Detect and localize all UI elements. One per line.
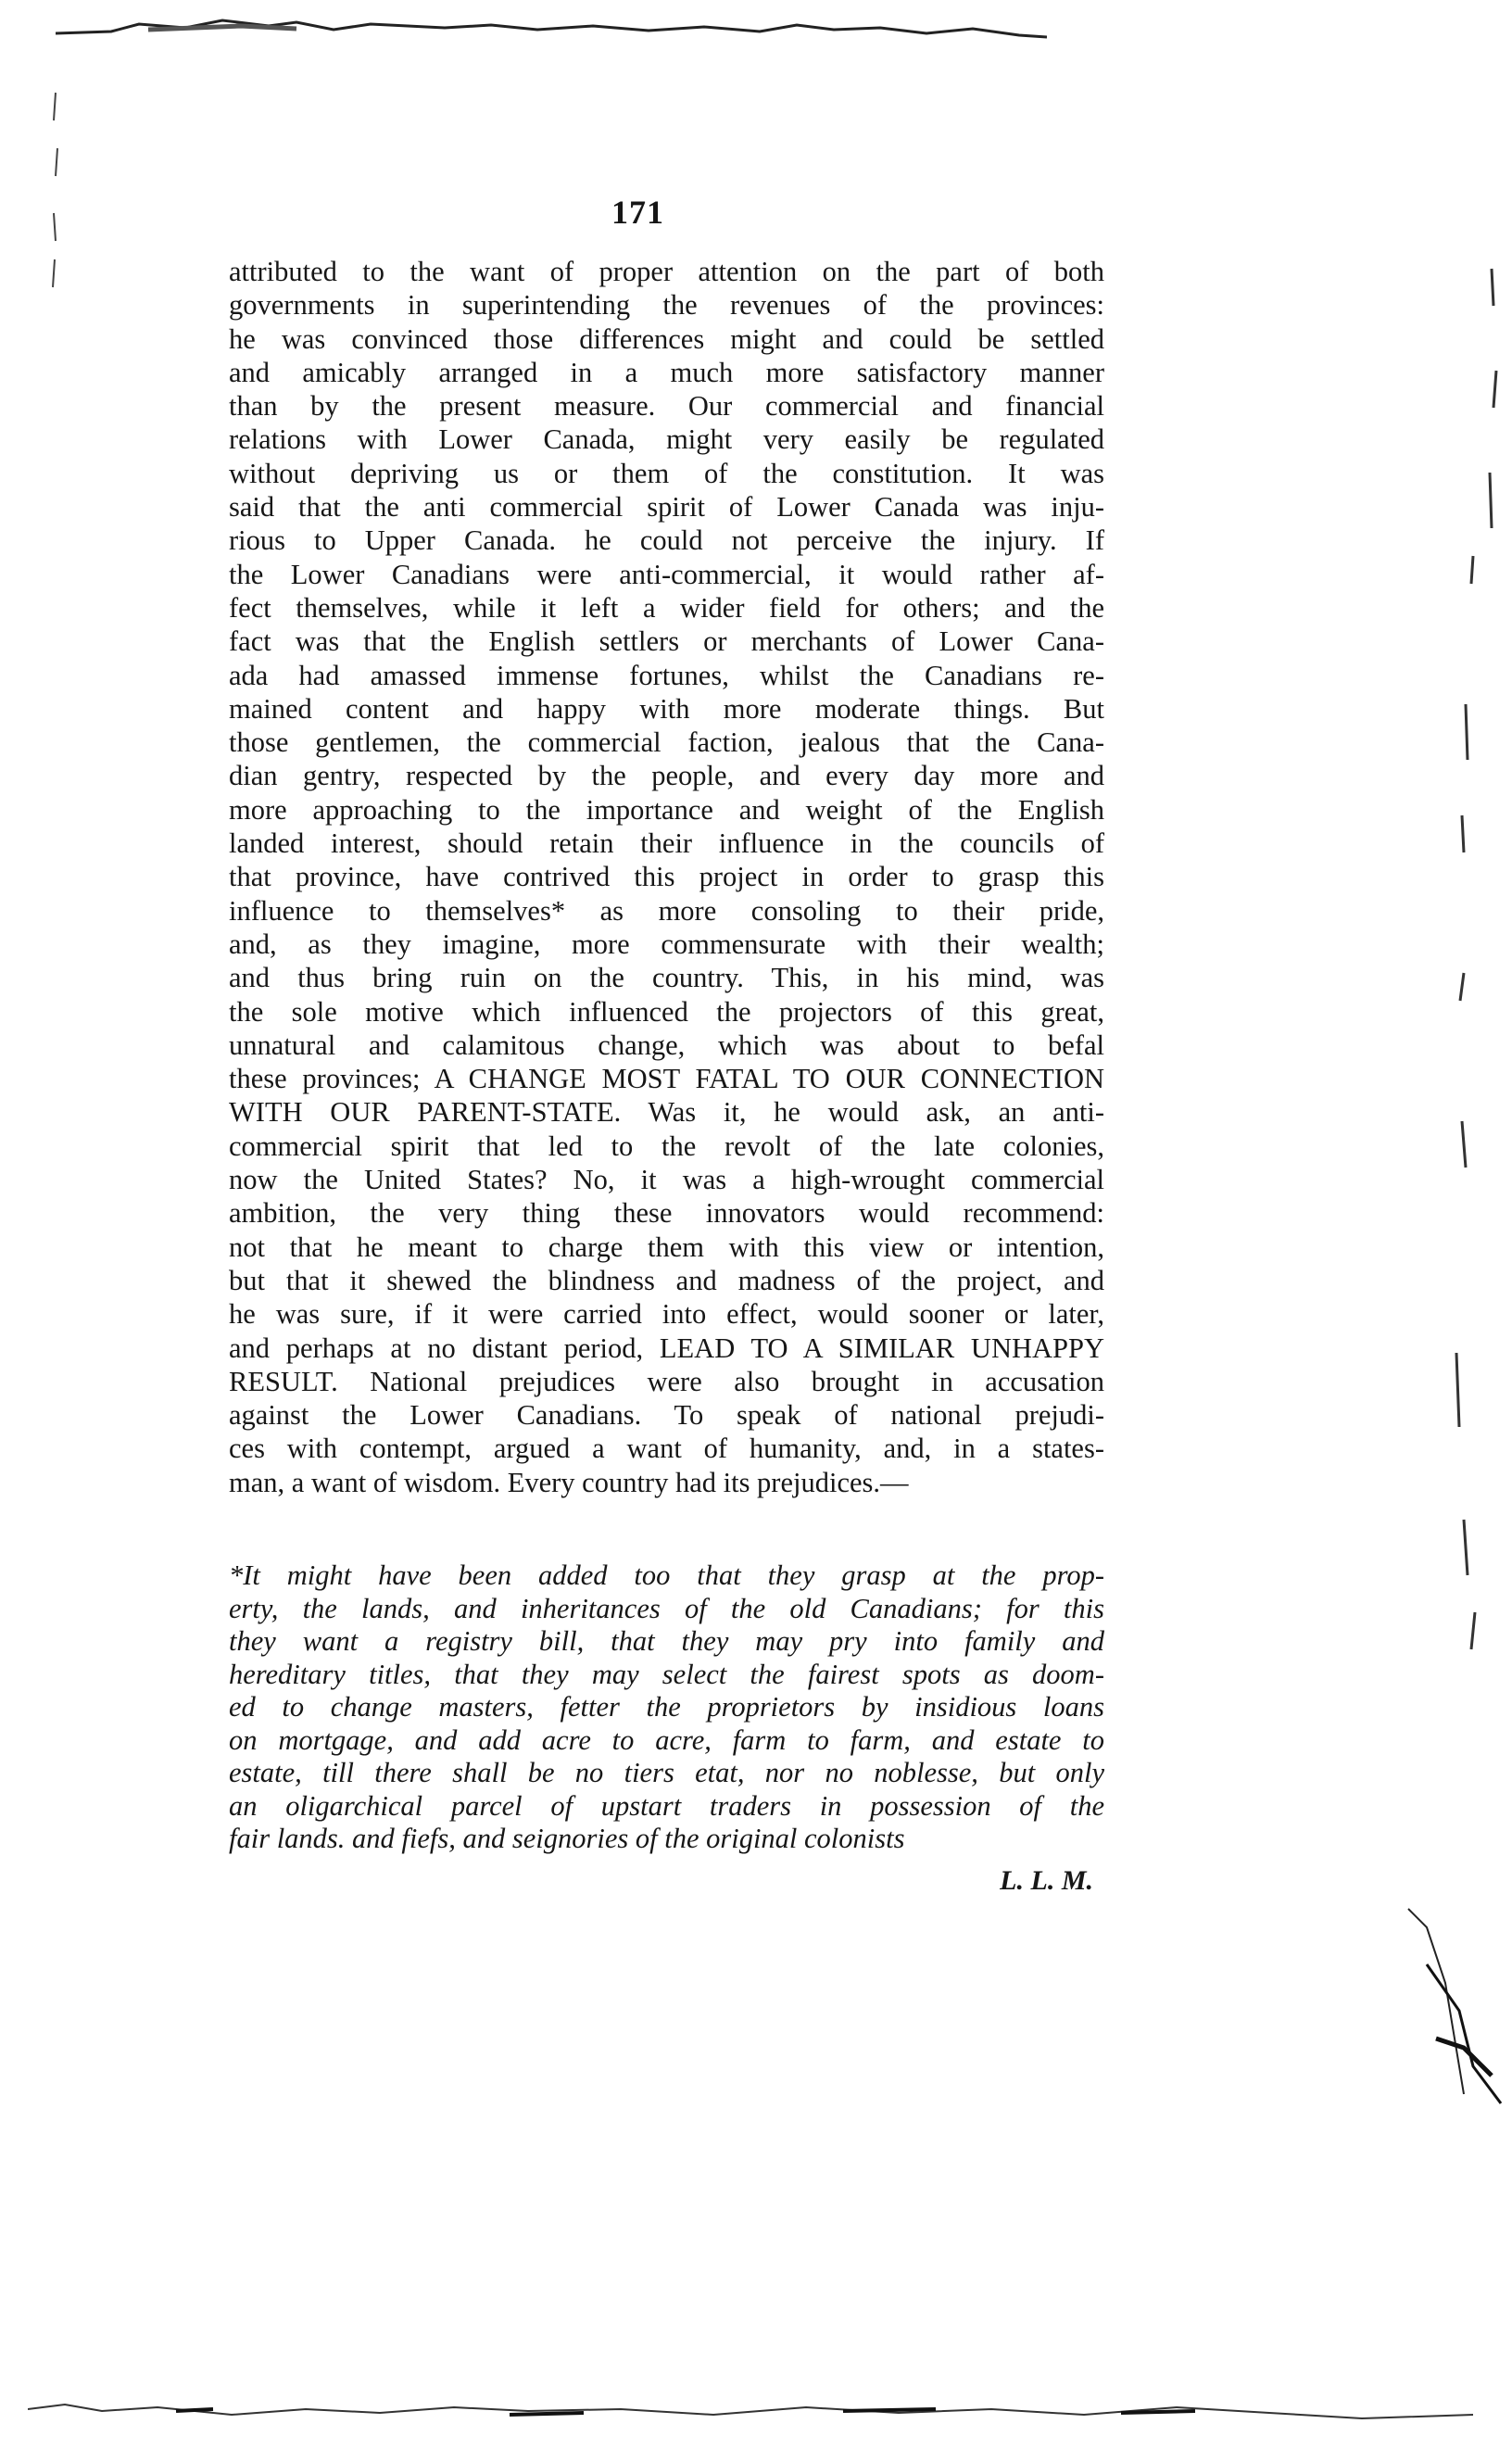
footnote-line: they want a registry bill, that they may pry into family and <box>229 1625 1104 1657</box>
footnote-line: erty, the lands, and inheritances of the old Canadians; for this <box>229 1592 1104 1624</box>
body-line: but that it shewed the blindness and madness of the project, and <box>229 1264 1104 1296</box>
body-line: influence to themselves* as more consoling to their pride, <box>229 894 1104 927</box>
body-line: commercial spirit that led to the revolt of the late colonies, <box>229 1130 1104 1162</box>
body-line: he was sure, if it were carried into effect, would sooner or later, <box>229 1298 1104 1331</box>
body-line: fect themselves, while it left a wider field for others; and the <box>229 591 1104 624</box>
body-line: attributed to the want of proper attention on the part of both <box>229 256 1104 287</box>
footnote-line: hereditary titles, that they may select the fairest spots as doom- <box>229 1658 1104 1690</box>
page-number: 171 <box>611 194 664 231</box>
body-line: more approaching to the importance and weight of the English <box>229 793 1104 826</box>
footnote-line: on mortgage, and add acre to acre, farm to farm, and estate to <box>229 1723 1104 1756</box>
footnote-signature: L. L. M. <box>1000 1865 1093 1896</box>
body-line: said that the anti commercial spirit of Lower Canada was inju- <box>229 491 1104 524</box>
body-line: he was convinced those differences might and could be settled <box>229 322 1104 355</box>
body-line: the Lower Canadians were anti-commercial, it would rather af- <box>229 558 1104 590</box>
footnote-line: an oligarchical parcel of upstart traders in possession of the <box>229 1789 1104 1822</box>
body-text <box>229 255 1104 1499</box>
scan-edge-bottom <box>28 2354 1473 2437</box>
body-line: against the Lower Canadians. To speak of national prejudi- <box>229 1399 1104 1432</box>
footnote-line: ed to change masters, fetter the proprietors by insidious loans <box>229 1691 1104 1723</box>
body-line: than by the present measure. Our commercial and financial <box>229 390 1104 423</box>
body-line: mained content and happy with more moderate things. But <box>229 692 1104 725</box>
body-line: ces with contempt, argued a want of humanity, and, in a states- <box>229 1433 1104 1465</box>
body-line: man, a want of wisdom. Every country had its prejudices.— <box>229 1466 909 1498</box>
body-line: governments in superintending the revenues of the provinces: <box>229 289 1104 322</box>
body-line: dian gentry, respected by the people, and every day more and <box>229 760 1104 792</box>
body-line: those gentlemen, the commercial faction, jealous that the Cana- <box>229 726 1104 759</box>
scan-edge-top <box>56 17 1047 41</box>
body-line: without depriving us or them of the constitution. It was <box>229 457 1104 489</box>
body-line: fact was that the English settlers or merchants of Lower Cana- <box>229 625 1104 658</box>
body-line: these provinces; A CHANGE MOST FATAL TO OUR CONNECTION <box>229 1063 1104 1095</box>
footnote-line: estate, till there shall be no tiers etat, nor no noblesse, but only <box>229 1757 1104 1788</box>
footnote-line: *It might have been added too that they grasp at the prop- <box>229 1559 1104 1591</box>
scan-edge-left <box>28 37 65 334</box>
body-line: and perhaps at no distant period, LEAD TO A SIMILAR UNHAPPY <box>229 1332 1104 1364</box>
body-line: WITH OUR PARENT-STATE. Was it, he would ask, an anti- <box>229 1096 1104 1129</box>
body-line: rious to Upper Canada. he could not perceive the injury. If <box>229 524 1104 557</box>
body-line: ada had amassed immense fortunes, whilst the Canadians re- <box>229 659 1104 691</box>
footnote-line: fair lands. and fiefs, and seignories of the original colonists <box>229 1823 905 1854</box>
footnote <box>229 1559 1104 1856</box>
body-line: relations with Lower Canada, might very easily be regulated <box>229 423 1104 456</box>
body-line: landed interest, should retain their influence in the councils of <box>229 827 1104 860</box>
body-line: that province, have contrived this project in order to grasp this <box>229 861 1104 893</box>
body-line: RESULT. National prejudices were also brought in accusation <box>229 1365 1104 1397</box>
body-line: ambition, the very thing these innovators would recommend: <box>229 1197 1104 1230</box>
body-line: the sole motive which influenced the projectors of this great, <box>229 995 1104 1028</box>
body-line: now the United States? No, it was a high-wrought commercial <box>229 1164 1104 1196</box>
body-line: and, as they imagine, more commensurate with their wealth; <box>229 928 1104 960</box>
body-line: and amicably arranged in a much more satisfactory manner <box>229 356 1104 388</box>
body-line: not that he meant to charge them with this view or intention, <box>229 1231 1104 1263</box>
body-line: unnatural and calamitous change, which was about to befal <box>229 1029 1104 1061</box>
scan-edge-right <box>1371 167 1510 2113</box>
body-line: and thus bring ruin on the country. This, in his mind, was <box>229 962 1104 994</box>
